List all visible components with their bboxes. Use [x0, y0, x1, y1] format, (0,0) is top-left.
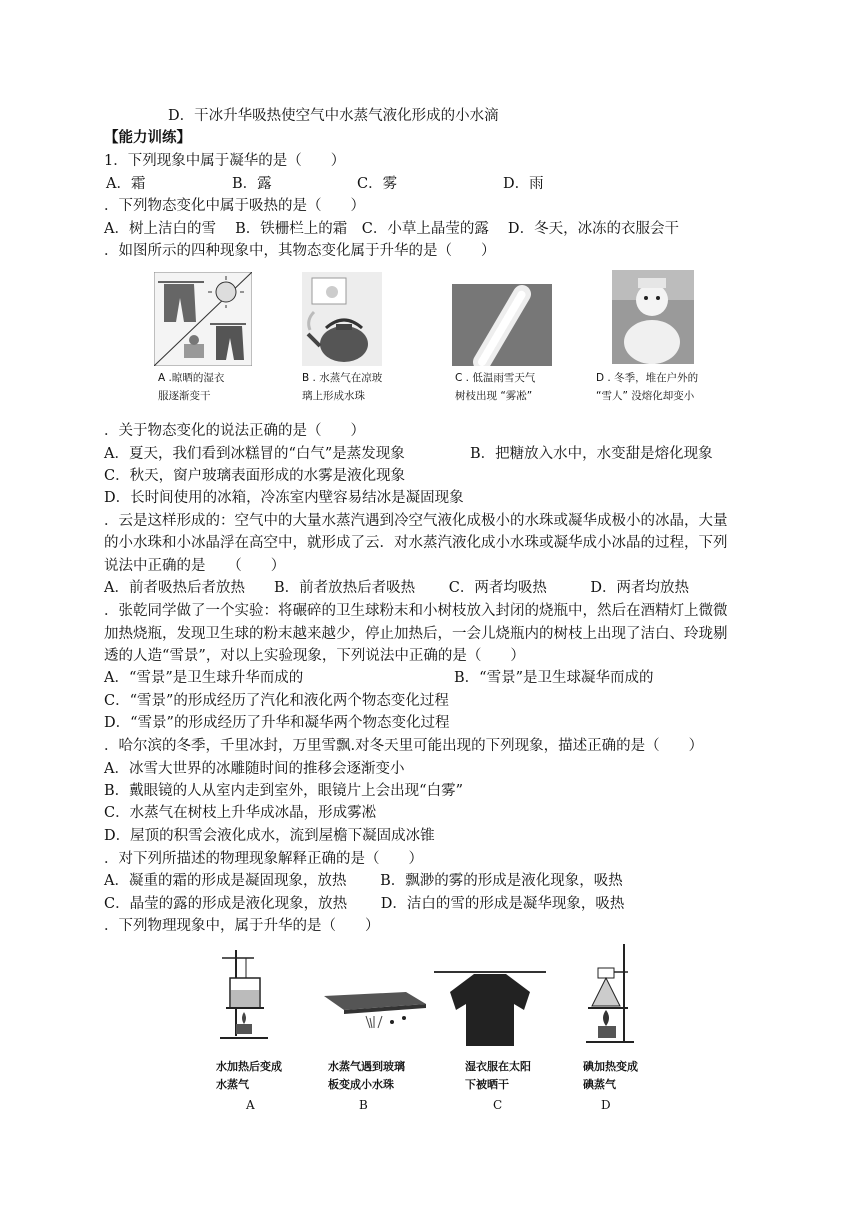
q6-option-d: D．“雪景”的形成经历了升华和凝华两个物态变化过程	[104, 715, 450, 731]
q9-caption-d-line1: 碘加热变成	[583, 1060, 638, 1073]
q1-stem: 1．下列现象中属于凝华的是（ ）	[104, 153, 346, 169]
q6-option-a: A．“雪景”是卫生球升华而成的	[104, 670, 304, 686]
q9-caption-c-line1: 湿衣服在太阳	[465, 1060, 531, 1073]
q3-caption-a-line1: A .晾晒的湿衣	[158, 372, 225, 384]
q4-option-a: A．夏天，我们看到冰糕冒的“白气”是蒸发现象	[104, 446, 405, 462]
q8-options-cd: C．晶莹的露的形成是液化现象，放热 D．洁白的雪的形成是凝华现象，吸热	[104, 896, 625, 912]
q7-option-b: B．戴眼镜的人从室内走到室外，眼镜片上会出现“白雾”	[104, 783, 463, 799]
q8-stem: ．对下列所描述的物理现象解释正确的是（ ）	[104, 851, 423, 867]
previous-question-option-d: D．干冰升华吸热使空气中水蒸气液化形成的小水滴	[168, 108, 499, 124]
q6-option-c: C．“雪景”的形成经历了汽化和液化两个物态变化过程	[104, 693, 449, 709]
q5-stem-line3: 说法中正确的是 （ ）	[104, 558, 286, 574]
q9-letter-d: D	[601, 1098, 611, 1112]
q1-option-d: D．雨	[503, 176, 544, 192]
figure-rime-branch	[452, 284, 552, 366]
q6-stem-line3: 透的人造“雪景”，对以上实验现象，下列说法中正确的是（ ）	[104, 648, 525, 664]
q9-stem: ．下列物理现象中，属于升华的是（ ）	[104, 918, 380, 934]
figure-drying-clothes	[154, 272, 252, 366]
q5-stem-line1: ．云是这样形成的：空气中的大量水蒸汽遇到冷空气液化成极小的水珠或凝华成极小的冰晶，大量	[104, 513, 728, 529]
q3-caption-a-line2: 服逐渐变干	[158, 390, 211, 402]
q1-option-b: B．露	[232, 176, 272, 192]
q3-caption-d-line2: “雪人” 没熔化却变小	[596, 390, 695, 402]
figure-iodine	[582, 942, 638, 1054]
q3-caption-c-line2: 树枝出现 “雾凇”	[455, 390, 533, 402]
q7-option-d: D．屋顶的积雪会液化成水，流到屋檐下凝固成冰锥	[104, 828, 435, 844]
q4-option-b: B．把糖放入水中，水变甜是熔化现象	[470, 446, 713, 462]
figure-snowman	[612, 270, 694, 364]
q2-options: A．树上洁白的雪 B．铁栅栏上的霜 C．小草上晶莹的露 D．冬天，冰冻的衣服会干	[104, 221, 680, 237]
q4-stem: ．关于物态变化的说法正确的是（ ）	[104, 423, 365, 439]
q1-option-c: C．雾	[357, 176, 398, 192]
q1-option-a: A．霜	[106, 176, 146, 192]
q9-caption-c-line2: 下被晒干	[465, 1078, 509, 1091]
q3-caption-b-line1: B . 水蒸气在凉玻	[302, 372, 383, 384]
q5-stem-line2: 的小水珠和小冰晶浮在高空中，就形成了云．对水蒸汽液化成小水珠或凝华成小冰晶的过程，下列	[104, 535, 728, 551]
q3-stem: ．如图所示的四种现象中，其物态变化属于升华的是（ ）	[104, 243, 496, 259]
q9-caption-b-line2: 板变成小水珠	[328, 1078, 394, 1091]
q9-caption-a-line1: 水加热后变成	[216, 1060, 282, 1073]
q3-caption-c-line1: C . 低温雨雪天气	[455, 372, 536, 384]
q9-caption-a-line2: 水蒸气	[216, 1078, 249, 1091]
q2-stem: ．下列物态变化中属于吸热的是（ ）	[104, 198, 365, 214]
q9-letter-c: C	[493, 1098, 503, 1112]
q6-stem-line1: ．张乾同学做了一个实验：将碾碎的卫生球粉末和小树枝放入封闭的烧瓶中，然后在酒精灯上微微	[104, 603, 728, 619]
q8-options-ab: A．凝重的霜的形成是凝固现象，放热 B．飘渺的雾的形成是液化现象，吸热	[104, 873, 623, 889]
q4-option-d: D．长时间使用的冰箱，冷冻室内壁容易结冰是凝固现象	[104, 490, 464, 506]
q3-caption-b-line2: 璃上形成水珠	[302, 390, 365, 402]
q7-option-a: A．冰雪大世界的冰雕随时间的推移会逐渐变小	[104, 761, 405, 777]
figure-glass-plate	[320, 988, 430, 1044]
q9-caption-d-line2: 碘蒸气	[583, 1078, 616, 1091]
q9-letter-b: B	[359, 1098, 368, 1112]
q6-stem-line2: 加热烧瓶，发现卫生球的粉末越来越少，停止加热后，一会儿烧瓶内的树枝上出现了洁白、玲珑剔	[104, 626, 728, 642]
figure-heating-water	[214, 944, 274, 1052]
q9-caption-b-line1: 水蒸气遇到玻璃	[328, 1060, 405, 1073]
figure-kettle-steam	[302, 272, 382, 366]
q3-caption-d-line1: D . 冬季，堆在户外的	[596, 372, 699, 384]
q5-options: A．前者吸热后者放热 B．前者放热后者吸热 C．两者均吸热 D．两者均放热	[104, 580, 689, 596]
q9-letter-a: A	[246, 1098, 255, 1112]
q7-stem: ．哈尔滨的冬季，千里冰封，万里雪飘.对冬天里可能出现的下列现象，描述正确的是（ ）	[104, 738, 704, 754]
q7-option-c: C．水蒸气在树枝上升华成冰晶，形成雾凇	[104, 805, 377, 821]
figure-sweater	[434, 966, 546, 1048]
q6-option-b: B．“雪景”是卫生球凝华而成的	[454, 670, 654, 686]
q4-option-c: C．秋天，窗户玻璃表面形成的水雾是液化现象	[104, 468, 406, 484]
section-title: 【能力训练】	[104, 129, 191, 146]
